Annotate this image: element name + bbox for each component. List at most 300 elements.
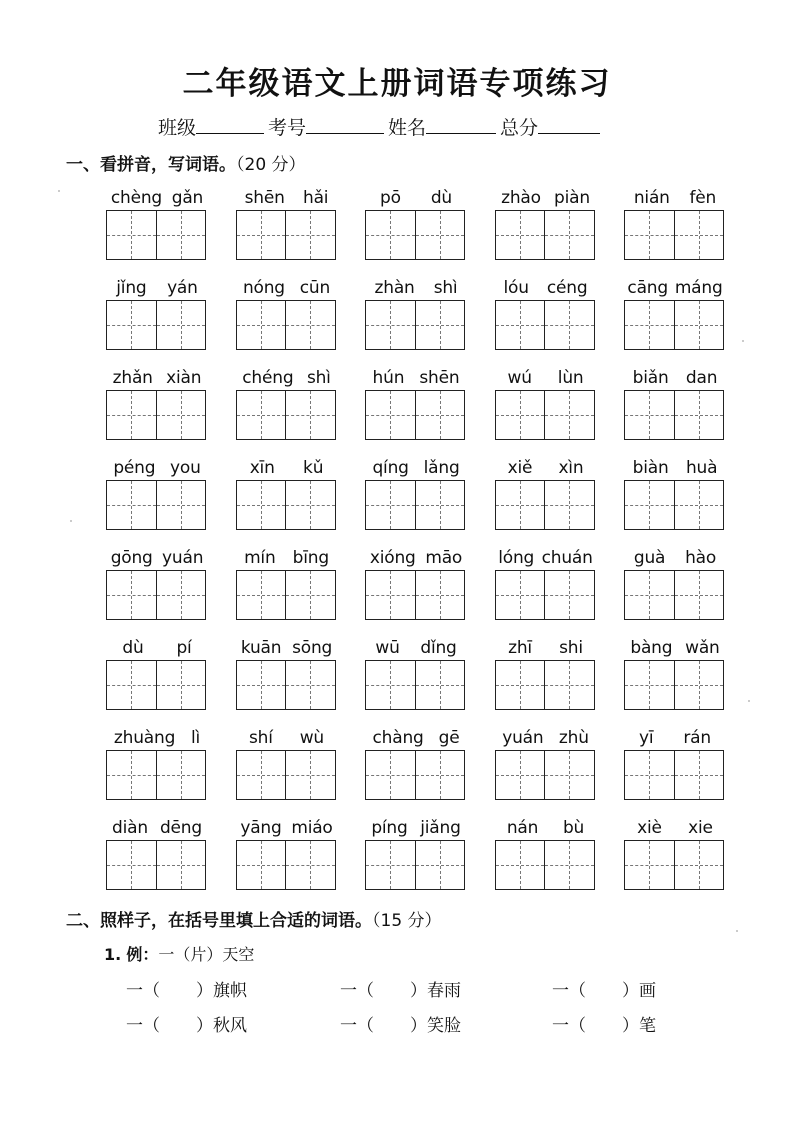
pinyin-row (106, 630, 726, 720)
pinyin-text (236, 630, 338, 660)
question-1-example (104, 942, 254, 965)
student-info-line (158, 113, 658, 140)
tian-zi-box[interactable] (674, 481, 724, 529)
pinyin-syllable: nián (633, 188, 670, 208)
tian-zi-box[interactable] (237, 301, 286, 349)
pinyin-word-cell (495, 180, 597, 270)
writing-box-pair (365, 210, 465, 260)
tian-zi-box[interactable] (496, 841, 545, 889)
tian-zi-box[interactable] (674, 301, 724, 349)
pinyin-row (106, 540, 726, 630)
pinyin-syllable: shēn (244, 188, 285, 208)
pinyin-syllable: zhǎn (112, 368, 153, 388)
tian-zi-box[interactable] (107, 571, 156, 619)
fill-prefix: 一（ (340, 1016, 374, 1036)
fill-item (126, 976, 247, 1001)
pinyin-syllable: kǔ (303, 458, 324, 478)
pinyin-syllable: dǐng (420, 638, 457, 658)
pinyin-text (365, 720, 467, 750)
section-2-heading: 二、照样子，在括号里填上合适的词语。 (66, 911, 372, 931)
scan-speckle (58, 190, 60, 192)
tian-zi-box[interactable] (107, 841, 156, 889)
pinyin-syllable: shí (248, 728, 273, 748)
pinyin-syllable: zhù (558, 728, 589, 748)
tian-zi-box[interactable] (156, 751, 206, 799)
pinyin-word-cell (495, 630, 597, 720)
pinyin-syllable: lǎng (423, 458, 460, 478)
pinyin-syllable: huà (685, 458, 718, 478)
pinyin-word-cell (106, 270, 208, 360)
tian-zi-box[interactable] (674, 751, 724, 799)
tian-zi-box[interactable] (285, 211, 335, 259)
scan-speckle (736, 930, 738, 932)
tian-zi-box[interactable] (107, 301, 156, 349)
fill-suffix: ）秋风 (196, 1016, 247, 1036)
pinyin-syllable: sōng (292, 638, 333, 658)
writing-box-pair (236, 480, 336, 530)
tian-zi-box[interactable] (285, 751, 335, 799)
tian-zi-box[interactable] (674, 571, 724, 619)
tian-zi-box[interactable] (415, 571, 465, 619)
writing-box-pair (365, 390, 465, 440)
pinyin-text (624, 720, 726, 750)
fill-item (126, 1011, 247, 1036)
pinyin-syllable: biǎn (632, 368, 669, 388)
writing-box-pair (365, 300, 465, 350)
tian-zi-box[interactable] (285, 481, 335, 529)
writing-box-pair (365, 570, 465, 620)
tian-zi-box[interactable] (496, 661, 545, 709)
writing-box-pair (365, 840, 465, 890)
writing-box-pair (106, 390, 206, 440)
tian-zi-box[interactable] (366, 481, 415, 529)
pinyin-syllable: píng (371, 818, 408, 838)
page-title: 二年级语文上册词语专项练习 (182, 66, 612, 102)
pinyin-row (106, 360, 726, 450)
tian-zi-box[interactable] (544, 301, 594, 349)
pinyin-syllable: wú (507, 368, 532, 388)
pinyin-syllable: wǎn (685, 638, 720, 658)
pinyin-syllable: hǎi (303, 188, 329, 208)
tian-zi-box[interactable] (285, 301, 335, 349)
pinyin-word-cell (106, 180, 208, 270)
tian-zi-box[interactable] (237, 841, 286, 889)
tian-zi-box[interactable] (496, 211, 545, 259)
pinyin-syllable: bàng (630, 638, 673, 658)
tian-zi-box[interactable] (237, 391, 286, 439)
tian-zi-box[interactable] (674, 661, 724, 709)
pinyin-text (365, 540, 467, 570)
pinyin-text (365, 180, 467, 210)
fill-suffix: ）春雨 (410, 981, 461, 1001)
pinyin-text (236, 540, 338, 570)
pinyin-syllable: lì (191, 728, 201, 748)
pinyin-text (106, 450, 208, 480)
pinyin-text (106, 270, 208, 300)
pinyin-syllable: miáo (291, 818, 333, 838)
tian-zi-box[interactable] (156, 391, 206, 439)
pinyin-syllable: wù (299, 728, 324, 748)
pinyin-row (106, 450, 726, 540)
tian-zi-box[interactable] (366, 391, 415, 439)
pinyin-syllable: wū (375, 638, 400, 658)
pinyin-text (106, 630, 208, 660)
tian-zi-box[interactable] (625, 481, 674, 529)
tian-zi-box[interactable] (366, 211, 415, 259)
pinyin-syllable: cūn (299, 278, 331, 298)
pinyin-text (106, 540, 208, 570)
pinyin-word-cell (236, 810, 338, 900)
section-1-title (66, 150, 306, 175)
fill-item (340, 1011, 461, 1036)
pinyin-syllable: pō (380, 188, 401, 208)
pinyin-word-cell (106, 630, 208, 720)
writing-box-pair (624, 300, 724, 350)
pinyin-word-cell (236, 360, 338, 450)
pinyin-word-cell (365, 450, 467, 540)
tian-zi-box[interactable] (674, 841, 724, 889)
pinyin-syllable: chèng (110, 188, 163, 208)
tian-zi-box[interactable] (107, 391, 156, 439)
pinyin-word-cell (495, 810, 597, 900)
pinyin-word-cell (624, 450, 726, 540)
pinyin-syllable: yuán (502, 728, 544, 748)
name-label: 姓名 (388, 117, 427, 139)
pinyin-syllable: chéng (242, 368, 294, 388)
tian-zi-box[interactable] (544, 481, 594, 529)
pinyin-syllable: kuān (240, 638, 282, 658)
tian-zi-box[interactable] (544, 391, 594, 439)
tian-zi-box[interactable] (415, 481, 465, 529)
tian-zi-box[interactable] (544, 211, 594, 259)
pinyin-syllable: yuán (162, 548, 204, 568)
fill-item (340, 976, 461, 1001)
pinyin-text (365, 630, 467, 660)
pinyin-syllable: xiàn (166, 368, 202, 388)
pinyin-row (106, 270, 726, 360)
pinyin-word-cell (106, 810, 208, 900)
fill-prefix: 一（ (340, 981, 374, 1001)
pinyin-word-cell (365, 360, 467, 450)
class-blank[interactable] (196, 115, 264, 134)
pinyin-syllable: cāng (627, 278, 668, 298)
pinyin-syllable: shēn (419, 368, 460, 388)
writing-box-pair (106, 210, 206, 260)
pinyin-syllable: yī (639, 728, 654, 748)
tian-zi-box[interactable] (415, 301, 465, 349)
score-label: 总分 (500, 117, 539, 139)
pinyin-syllable: bīng (292, 548, 329, 568)
pinyin-text (495, 270, 597, 300)
tian-zi-box[interactable] (544, 751, 594, 799)
writing-box-pair (236, 840, 336, 890)
pinyin-syllable: rán (683, 728, 711, 748)
tian-zi-box[interactable] (366, 571, 415, 619)
writing-box-pair (495, 210, 595, 260)
pinyin-text (624, 630, 726, 660)
pinyin-word-cell (236, 630, 338, 720)
pinyin-word-cell (236, 270, 338, 360)
pinyin-text (624, 540, 726, 570)
pinyin-word-cell (624, 270, 726, 360)
writing-box-pair (236, 570, 336, 620)
tian-zi-box[interactable] (496, 301, 545, 349)
pinyin-word-cell (106, 720, 208, 810)
pinyin-syllable: xìn (558, 458, 584, 478)
fill-suffix: ）画 (622, 981, 656, 1001)
writing-box-pair (236, 660, 336, 710)
pinyin-row (106, 810, 726, 900)
writing-box-pair (624, 210, 724, 260)
pinyin-text (236, 360, 338, 390)
writing-box-pair (236, 300, 336, 350)
tian-zi-box[interactable] (496, 571, 545, 619)
tian-zi-box[interactable] (625, 391, 674, 439)
pinyin-syllable: lóu (503, 278, 529, 298)
fill-item (552, 976, 656, 1001)
pinyin-text (365, 810, 467, 840)
tian-zi-box[interactable] (156, 301, 206, 349)
tian-zi-box[interactable] (237, 481, 286, 529)
writing-box-pair (495, 840, 595, 890)
pinyin-syllable: shì (433, 278, 458, 298)
pinyin-syllable: chuán (541, 548, 593, 568)
pinyin-text (365, 270, 467, 300)
pinyin-text (106, 810, 208, 840)
tian-zi-box[interactable] (156, 661, 206, 709)
name-blank[interactable] (426, 115, 496, 134)
writing-box-pair (624, 570, 724, 620)
tian-zi-box[interactable] (285, 391, 335, 439)
tian-zi-box[interactable] (156, 571, 206, 619)
tian-zi-box[interactable] (285, 661, 335, 709)
pinyin-word-cell (624, 180, 726, 270)
tian-zi-box[interactable] (625, 661, 674, 709)
tian-zi-box[interactable] (625, 751, 674, 799)
pinyin-syllable: lóng (498, 548, 535, 568)
pinyin-word-cell (236, 720, 338, 810)
pinyin-word-cell (106, 450, 208, 540)
pinyin-syllable: zhuàng (113, 728, 176, 748)
pinyin-text (495, 360, 597, 390)
writing-box-pair (106, 570, 206, 620)
class-label: 班级 (158, 117, 197, 139)
writing-box-pair (236, 750, 336, 800)
pinyin-syllable: dù (430, 188, 452, 208)
tian-zi-box[interactable] (625, 301, 674, 349)
pinyin-syllable: xióng (369, 548, 416, 568)
exam-no-blank[interactable] (306, 115, 384, 134)
pinyin-syllable: zhī (508, 638, 532, 658)
pinyin-syllable: gōng (110, 548, 153, 568)
pinyin-syllable: chàng (372, 728, 424, 748)
pinyin-syllable: céng (546, 278, 588, 298)
writing-box-pair (495, 570, 595, 620)
section-2-title (66, 906, 442, 931)
pinyin-syllable: fèn (689, 188, 717, 208)
pinyin-row (106, 180, 726, 270)
pinyin-text (106, 360, 208, 390)
score-blank[interactable] (538, 115, 600, 134)
tian-zi-box[interactable] (415, 841, 465, 889)
tian-zi-box[interactable] (366, 841, 415, 889)
pinyin-text (236, 270, 338, 300)
tian-zi-box[interactable] (156, 841, 206, 889)
example-label: 例： (126, 945, 159, 964)
pinyin-word-cell (106, 360, 208, 450)
pinyin-syllable: lùn (557, 368, 584, 388)
pinyin-syllable: mín (244, 548, 276, 568)
pinyin-text (495, 720, 597, 750)
pinyin-text (624, 180, 726, 210)
pinyin-word-cell (365, 810, 467, 900)
pinyin-text (495, 810, 597, 840)
section-1-points: （20 分） (236, 155, 306, 175)
tian-zi-box[interactable] (237, 571, 286, 619)
pinyin-syllable: dēng (159, 818, 202, 838)
writing-box-pair (624, 750, 724, 800)
tian-zi-box[interactable] (625, 211, 674, 259)
pinyin-text (365, 360, 467, 390)
tian-zi-box[interactable] (496, 481, 545, 529)
pinyin-syllable: jǐng (116, 278, 147, 298)
tian-zi-box[interactable] (366, 661, 415, 709)
tian-zi-box[interactable] (237, 751, 286, 799)
tian-zi-box[interactable] (625, 841, 674, 889)
pinyin-word-cell (236, 540, 338, 630)
pinyin-word-cell (236, 180, 338, 270)
pinyin-syllable: dù (122, 638, 144, 658)
fill-row-1 (126, 976, 686, 1002)
pinyin-syllable: xiě (507, 458, 533, 478)
pinyin-syllable: gē (438, 728, 460, 748)
tian-zi-box[interactable] (285, 571, 335, 619)
tian-zi-box[interactable] (674, 391, 724, 439)
tian-zi-box[interactable] (544, 571, 594, 619)
pinyin-word-cell (106, 540, 208, 630)
pinyin-syllable: péng (113, 458, 156, 478)
pinyin-text (106, 180, 208, 210)
fill-item (552, 1011, 656, 1036)
pinyin-syllable: biàn (632, 458, 669, 478)
writing-box-pair (236, 210, 336, 260)
writing-box-pair (365, 660, 465, 710)
pinyin-syllable: xiè (637, 818, 662, 838)
writing-box-pair (495, 390, 595, 440)
pinyin-word-cell (236, 450, 338, 540)
pinyin-text (624, 270, 726, 300)
writing-box-pair (624, 480, 724, 530)
scan-speckle (742, 340, 744, 342)
exam-no-label: 考号 (268, 117, 307, 139)
tian-zi-box[interactable] (366, 751, 415, 799)
tian-zi-box[interactable] (544, 661, 594, 709)
scan-speckle (70, 520, 72, 522)
writing-box-pair (365, 750, 465, 800)
writing-box-pair (495, 750, 595, 800)
pinyin-syllable: māo (425, 548, 463, 568)
pinyin-syllable: shì (306, 368, 331, 388)
writing-box-pair (495, 300, 595, 350)
fill-prefix: 一（ (552, 981, 586, 1001)
pinyin-word-cell (365, 270, 467, 360)
tian-zi-box[interactable] (544, 841, 594, 889)
pinyin-word-cell (365, 630, 467, 720)
pinyin-syllable: máng (674, 278, 723, 298)
pinyin-text (624, 450, 726, 480)
writing-box-pair (365, 480, 465, 530)
tian-zi-box[interactable] (415, 211, 465, 259)
pinyin-text (236, 450, 338, 480)
pinyin-text (106, 720, 208, 750)
question-1-number: 1. (104, 945, 122, 964)
tian-zi-box[interactable] (415, 751, 465, 799)
pinyin-word-cell (495, 450, 597, 540)
pinyin-syllable: hào (685, 548, 717, 568)
tian-zi-box[interactable] (107, 751, 156, 799)
pinyin-syllable: zhàn (374, 278, 415, 298)
tian-zi-box[interactable] (625, 571, 674, 619)
pinyin-syllable: gǎn (171, 188, 204, 208)
tian-zi-box[interactable] (107, 661, 156, 709)
tian-zi-box[interactable] (415, 391, 465, 439)
pinyin-syllable: xīn (249, 458, 275, 478)
writing-box-pair (624, 660, 724, 710)
scan-speckle (748, 700, 750, 702)
pinyin-syllable: nóng (242, 278, 285, 298)
tian-zi-box[interactable] (107, 481, 156, 529)
tian-zi-box[interactable] (285, 841, 335, 889)
tian-zi-box[interactable] (496, 751, 545, 799)
tian-zi-box[interactable] (496, 391, 545, 439)
fill-row-2 (126, 1011, 686, 1037)
tian-zi-box[interactable] (237, 661, 286, 709)
tian-zi-box[interactable] (237, 211, 286, 259)
tian-zi-box[interactable] (156, 211, 206, 259)
writing-box-pair (106, 840, 206, 890)
pinyin-syllable: yāng (240, 818, 282, 838)
tian-zi-box[interactable] (366, 301, 415, 349)
section-2-points: （15 分） (372, 911, 442, 931)
pinyin-syllable: qíng (372, 458, 409, 478)
pinyin-text (495, 540, 597, 570)
pinyin-syllable: you (170, 458, 201, 478)
pinyin-syllable: hún (372, 368, 405, 388)
pinyin-word-cell (624, 630, 726, 720)
pinyin-word-grid (106, 180, 726, 900)
writing-box-pair (106, 300, 206, 350)
pinyin-word-cell (624, 360, 726, 450)
pinyin-text (624, 360, 726, 390)
pinyin-syllable: yán (167, 278, 198, 298)
tian-zi-box[interactable] (107, 211, 156, 259)
tian-zi-box[interactable] (156, 481, 206, 529)
writing-box-pair (106, 750, 206, 800)
tian-zi-box[interactable] (674, 211, 724, 259)
tian-zi-box[interactable] (415, 661, 465, 709)
pinyin-text (495, 450, 597, 480)
pinyin-syllable: diàn (112, 818, 148, 838)
fill-suffix: ）笑脸 (410, 1016, 461, 1036)
fill-prefix: 一（ (552, 1016, 586, 1036)
pinyin-text (365, 450, 467, 480)
pinyin-text (236, 180, 338, 210)
pinyin-syllable: dan (685, 368, 718, 388)
pinyin-text (495, 180, 597, 210)
writing-box-pair (495, 480, 595, 530)
pinyin-syllable: zhào (501, 188, 541, 208)
pinyin-word-cell (365, 540, 467, 630)
